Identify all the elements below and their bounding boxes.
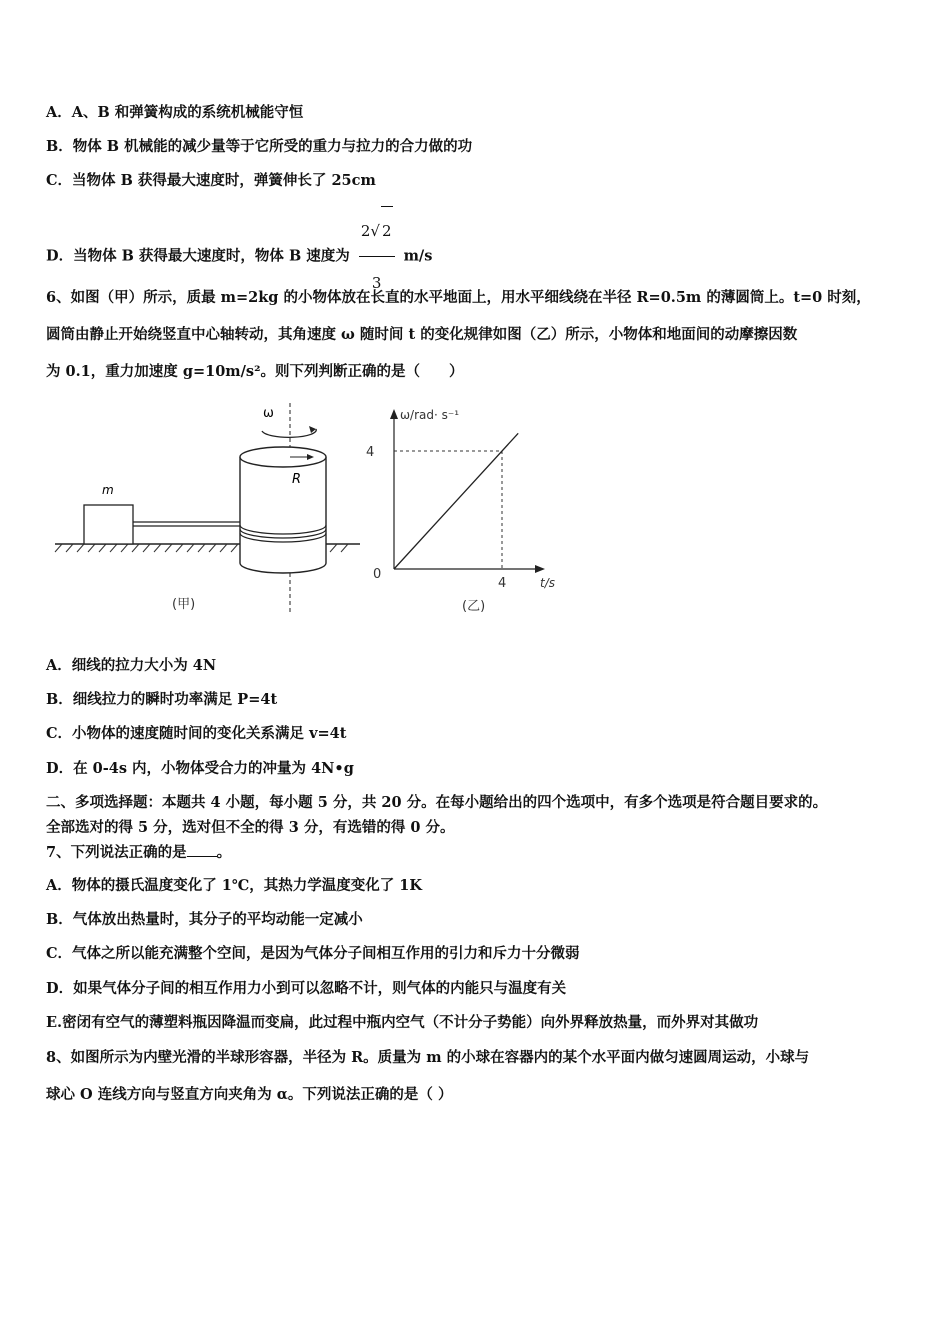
hatch-mark — [176, 544, 183, 552]
q6-option-a: A．细线的拉力大小为 4N — [46, 657, 217, 674]
section-2-header-line: 二、多项选择题：本题共 4 小题，每小题 5 分，共 20 分。在每小题给出的四个选项中，有多个选项是符合题目要求的。 — [46, 794, 828, 811]
section-2-header-line: 全部选对的得 5 分，选对但不全的得 3 分，有选错的得 0 分。 — [46, 819, 455, 836]
hatch-mark — [330, 544, 337, 552]
q6-option-c: C．小物体的速度随时间的变化关系满足 v=4t — [46, 725, 347, 742]
radius-label: R — [292, 472, 302, 487]
figure-jia-label: (甲) — [172, 597, 196, 612]
fraction-denominator: 3 — [371, 274, 382, 292]
mass-label: m — [102, 483, 114, 497]
q6-stem-line: 6、如图（甲）所示，质最 m=2kg 的小物体放在长直的水平地面上，用水平细线绕在半径 R=0.5m 的薄圆筒上。t=0 时刻， — [46, 289, 871, 306]
hatch-mark — [110, 544, 117, 552]
hatch-mark — [209, 544, 216, 552]
q8-stem — [46, 1039, 908, 1113]
x-tick-label: 4 — [498, 576, 507, 591]
answer-blank — [187, 856, 217, 857]
q5-option-d-text: D．当物体 B 获得最大速度时，物体 B 速度为 — [46, 247, 350, 265]
sqrt-icon: √ — [370, 222, 380, 240]
y-axis-arrow-icon — [390, 409, 398, 419]
q6-stem-line: 为 0.1，重力加速度 g=10m/s²。则下列判断正确的是（ ） — [46, 363, 464, 380]
q6-option-d: D．在 0-4s 内，小物体受合力的冲量为 4N•g — [46, 760, 354, 777]
x-axis-label: t/s — [540, 576, 555, 590]
q6-stem — [46, 279, 908, 390]
y-tick-label: 4 — [366, 445, 375, 460]
hatch-mark — [165, 544, 172, 552]
q7-stem-text: 7、下列说法正确的是 — [46, 844, 187, 861]
fraction-coef: 2 — [360, 222, 371, 240]
hatch-mark — [187, 544, 194, 552]
hatch-mark — [66, 544, 73, 552]
section-2-header — [46, 790, 908, 840]
hatch-mark — [341, 544, 348, 552]
q7-option-c: C．气体之所以能充满整个空间，是因为气体分子间相互作用的引力和斥力十分微弱 — [46, 945, 580, 962]
hatch-mark — [154, 544, 161, 552]
q7-option-e: E.密闭有空气的薄塑料瓶因降温而变扁，此过程中瓶内空气（不计分子势能）向外界释放热量，而外界对其做功 — [46, 1014, 759, 1031]
q8-stem-line: 球心 O 连线方向与竖直方向夹角为 α。下列说法正确的是（ ） — [46, 1086, 453, 1103]
q5-option-a: A．A、B 和弹簧构成的系统机械能守恒 — [46, 104, 304, 121]
q7-option-a: A．物体的摄氏温度变化了 1℃，其热力学温度变化了 1K — [46, 877, 422, 894]
hatch-mark — [231, 544, 238, 552]
hatch-mark — [220, 544, 227, 552]
q8-stem-line: 8、如图所示为内壁光滑的半球形容器，半径为 R。质量为 m 的小球在容器内的某个水平面内做匀速圆周运动，小球与 — [46, 1049, 810, 1066]
small-block — [84, 505, 133, 544]
cylinder-body — [240, 457, 326, 573]
hatch-mark — [121, 544, 128, 552]
q7-stem-end: 。 — [216, 844, 232, 861]
hatch-mark — [77, 544, 84, 552]
q6-figure — [0, 395, 600, 625]
q6-stem-line: 圆筒由静止开始绕竖直中心轴转动，其角速度 ω 随时间 t 的变化规律如图（乙）所示，小物体和地面间的动摩擦因数 — [46, 326, 798, 343]
hatch-mark — [132, 544, 139, 552]
hatch-mark — [99, 544, 106, 552]
q7-option-b: B．气体放出热量时，其分子的平均动能一定减小 — [46, 911, 363, 928]
q5-option-b: B．物体 B 机械能的减少量等于它所受的重力与拉力的合力做的功 — [46, 138, 473, 155]
hatch-mark — [55, 544, 62, 552]
origin-label: 0 — [373, 567, 382, 582]
hatch-mark — [198, 544, 205, 552]
y-axis-label: ω/rad· s⁻¹ — [400, 408, 460, 422]
figure-jia — [55, 403, 360, 615]
q7-option-d: D．如果气体分子间的相互作用力小到可以忽略不计，则气体的内能只与温度有关 — [46, 980, 567, 997]
hatch-mark — [88, 544, 95, 552]
q6-option-b: B．细线拉力的瞬时功率满足 P=4t — [46, 691, 278, 708]
rotation-arrow-icon — [262, 429, 316, 437]
figure-yi-label: (乙) — [462, 599, 486, 614]
figure-yi-chart — [366, 408, 555, 614]
q7-stem — [46, 843, 231, 863]
x-axis-arrow-icon — [535, 565, 545, 573]
q5-option-d-unit: m/s — [403, 247, 433, 265]
fraction-root: 2 — [381, 206, 393, 255]
q5-option-c: C．当物体 B 获得最大速度时，弹簧伸长了 25cm — [46, 172, 376, 189]
omega-symbol: ω — [263, 406, 274, 421]
hatch-mark — [143, 544, 150, 552]
omega-series-line — [394, 433, 518, 569]
